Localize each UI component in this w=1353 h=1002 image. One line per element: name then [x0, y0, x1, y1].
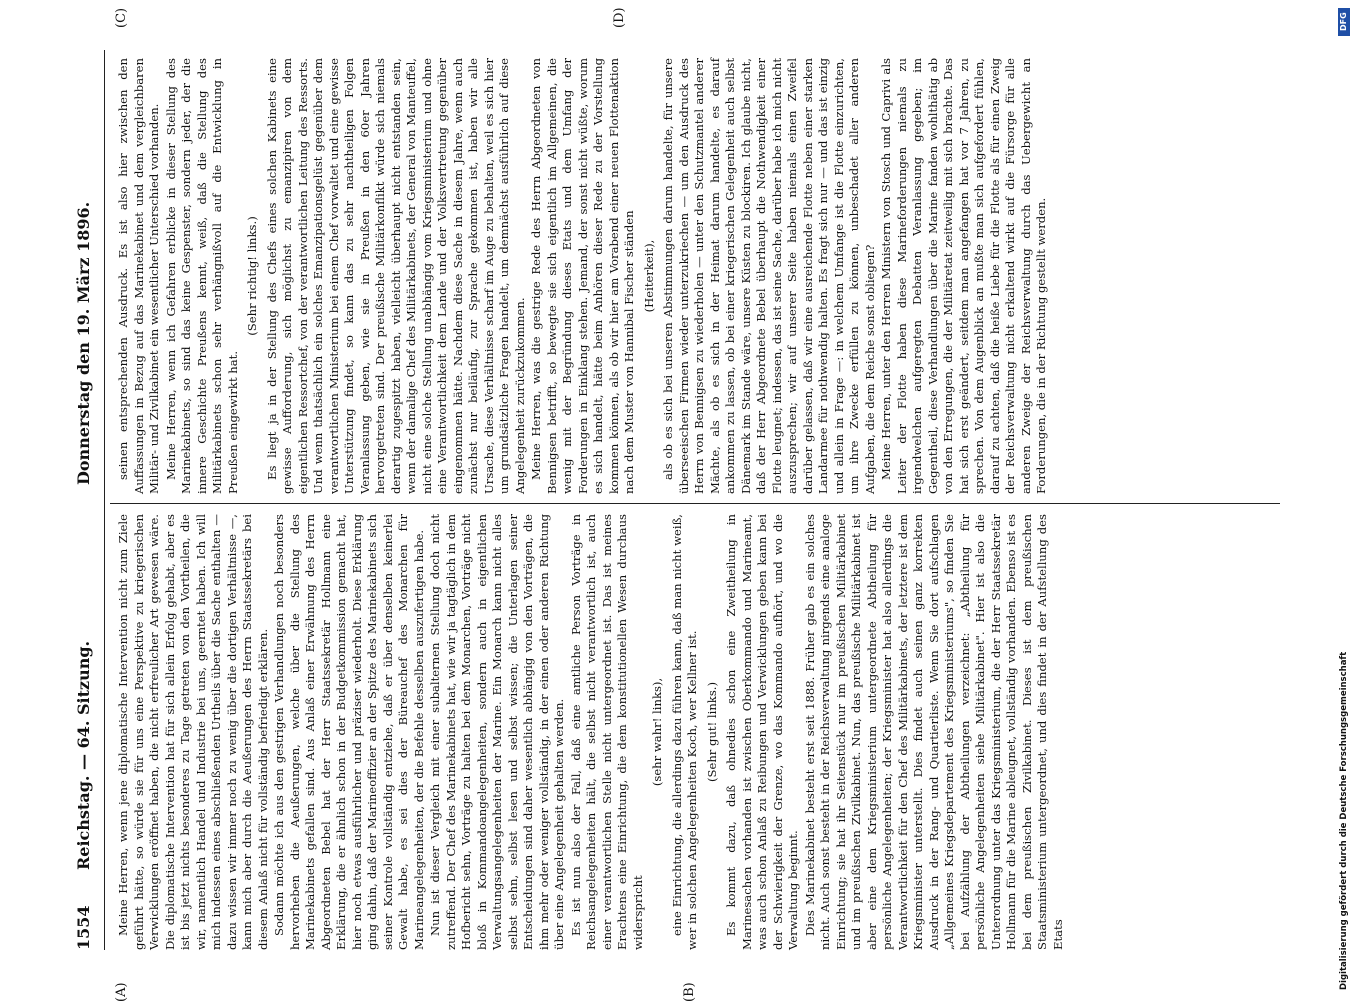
paragraph: Meine Herren, unter den Herren Ministern von Stosch und Caprivi als Leiter der Flotte haben diese Marineforderungen niemals zu irgendwelchen aufgeregten Debatten Veranlassung gegeben; im Gegentheil, diese Verhandlungen über die Marine fanden wohlthätig ab von den Erregungen, die der Militäretat zeitweilig mit sich brachte. Das hat sich erst geändert, seitdem man angefangen hat vor 7 Jahren, zu sprechen. Von dem Augenblick an mußte man sich aufgefordert fühlen, darauf zu achten, daß die heiße Liebe für die Flotte als für einen Zweig der Reichsverwaltung nicht erkaltend wirkt auf die Fürsorge für alle anderen Zweige der Reichsverwaltung durch das Uebergewicht an Forderungen, die in der Richtung gestellt werden.: [878, 58, 1048, 494]
margin-marker-a: (A): [113, 982, 129, 1002]
left-column: [116, 514, 1067, 950]
paragraph: Meine Herren, wenn ich Gefahren erblicke in dieser Stellung des Marinekabinets, so sind das keine Gespenster, sondern jeder, der die innere Geschichte Preußens kennt, weiß, daß die Stellung des Militärkabinets schon sehr verhängnißvoll auf die Entwicklung in Preußen eingewirkt hat.: [163, 58, 239, 494]
page-header: [74, 50, 104, 950]
paragraph: Dies Marinekabinet besteht erst seit 1888. Früher gab es ein solches nicht. Auch sonst besteht in der Reichsverwaltung nirgends eine analoge Einrichtung; sie hat ihr Seitenstück nur im preußischen Militärkabinet und im preußischen Zivilkabinet. Nun, das preußische Militärkabinet ist aber eine dem Kriegsministerium untergeordnete Abtheilung für persönliche Angelegenheiten; der Kriegsminister hat also allerdings die Verantwortlichkeit für den Chef des Militärkabinets, der letztere ist dem Kriegsminister unterstellt. Dies findet auch seinen ganz korrekten Ausdruck in der Rang- und Quartierliste. Wenn Sie dort aufschlagen „Allgemeines Kriegsdepartement des Kriegsministeriums", so finden Sie bei Aufzählung der Abtheilungen verzeichnet: „Abtheilung für persönliche Angelegenheiten siehe Militärkabinet". Hier ist also die Unterordnung unter das Kriegsministerium, die der Herr Staatssekretär Hollmann für die Marine ableugnet, vollständig vorhanden. Ebenso ist es bei dem preußischen Zivilkabinet. Dieses ist dem preußischen Staatsministerium untergeordnet, und dies findet in der Aufstellung des Etats: [802, 514, 1064, 950]
column-divider: [110, 503, 1280, 504]
paragraph: Meine Herren, was die gestrige Rede des Herrn Abgeordneten von Bennigsen betrifft, so bewegte sie sich eigentlich im Allgemeinen, die wenig mit der Begründung dieses Etats und dem Umfang der Forderungen in Einklang stehen. Jemand, der sonst nicht wüßte, worum es sich handelt, hätte beim Anhören dieser Rede zu der Vorstellung kommen können, als ob wir hier am Vorabend einer neuen Flottenaktion nach dem Muster von Hannibal Fischer ständen: [528, 58, 636, 494]
paragraph: Es liegt ja in der Stellung des Chefs eines solchen Kabinets eine gewisse Aufforderung, sich möglichst zu emanzipiren von dem eigentlichen Ressortchef, von der verantwortlichen Leitung des Ressorts. Und wenn thatsächlich ein solches Emanzipationsgelüst gegenüber dem verantwortlichen Ministerium bei einem Chef vorwaltet und eine gewisse Unterstützung findet, so kann das zu sehr nachtheiligen Folgen Veranlassung geben, wie sie in Preußen in den 60er Jahren hervorgetreten sind. Der preußische Militärkonflikt würde sich niemals derartig zugespitzt haben, vielleicht überhaupt nicht entstanden sein, wenn der damalige Chef des Militärkabinets, der General von Manteuffel, nicht eine solche Stellung unabhängig vom Kriegsministerium und ohne eine Verantwortlichkeit dem Lande und der Volksvertretung gegenüber eingenommen hätte. Nachdem diese Sache in diesem Jahre, wenn auch zunächst nur beiläufig, zur Sprache gekommen ist, haben wir alle Ursache, diese Verhältnisse scharf im Auge zu behalten, weil es sich hier um grundsätzliche Fragen handelt, um demnächst ausführlich auf diese Angelegenheit zurückzukommen.: [264, 58, 526, 494]
paragraph: Meine Herren, wenn jene diplomatische Intervention nicht zum Ziele geführt hätte, so würde sie für uns eine Perspektive zu kriegerischen Verwicklungen eröffnet haben, die nicht erfreulicher Art gewesen wäre. Die diplomatische Intervention hat für sich allein Erfolg gehabt, aber es ist bis jetzt nichts besonderes zu Tage getreten von den Vortheilen, die wir, namentlich Handel und Industrie bei uns, geerntet haben. Ich will mich indessen eines abschließenden Urtheils über die Sache enthalten — dazu wissen wir immer noch zu wenig über die dortigen Verhältnisse —, kann mich aber durch die Aeußerungen des Herrn Staatssekretärs bei diesem Anlaß nicht für vollständig befriedigt erklären.: [115, 514, 269, 950]
interjection: (sehr wahr! links),: [649, 677, 664, 787]
paragraph: eine Einrichtung, die allerdings dazu führen kann, daß man nicht weiß, wer in solchen Angelegenheiten Koch, wer Kellner ist.: [669, 514, 699, 950]
paragraph: Es ist nun also der Fall, daß eine amtliche Person Vorträge in Reichsangelegenheiten hält, die selbst nicht verantwortlich ist, auch einer verantwortlichen Stelle nicht untergeordnet ist. Das ist meines Erachtens eine Einrichtung, die dem konstitutionellen Wesen durchaus widerspricht: [568, 514, 644, 950]
margin-marker-c: (C): [113, 7, 129, 28]
interjection: (Sehr richtig! links.): [244, 216, 259, 336]
page-number: 1554: [73, 905, 93, 950]
digitization-credit: Digitalisierung gefördert durch die Deutsche Forschungsgemeinschaft: [1339, 651, 1349, 990]
right-column: [116, 58, 1051, 494]
dfg-logo: DFG: [1338, 8, 1350, 36]
interjection: (Heiterkeit),: [641, 239, 655, 313]
margin-marker-b: (B): [681, 982, 697, 1002]
paragraph: Es kommt dazu, daß ohnedies schon eine Zweitheilung in Marinesachen vorhanden ist zwischen Oberkommando und Marineamt, was auch schon Anlaß zu Reibungen und Verwicklungen geben kann bei der Schwierigkeit der Grenze, wo das Kommando aufhört, und wo die Verwaltung beginnt.: [723, 514, 800, 950]
paragraph: Sodann möchte ich aus den gestrigen Verhandlungen noch besonders hervorheben die Aeußerungen, welche über die Stellung des Marinekabinets gefallen sind. Aus Anlaß einer Erwähnung des Herrn Abgeordneten Bebel hat der Herr Staatssekretär Hollmann eine Erklärung, die er ähnlich schon in der Budgetkommission gemacht hat, hier noch etwas ausführlicher und präziser wiederholt. Diese Erklärung ging dahin, daß der Marineoffizier an der Spitze des Marinekabinets sich seiner Kontrole vollständig entziehe, daß er über denselben keinerlei Gewalt habe, es sei dies der Büreauchef des Monarchen für Marineangelegenheiten, der die Befehle desselben auszufertigen habe.: [271, 514, 425, 950]
header-rule: [104, 50, 105, 950]
rotated-page: [52, 7, 1302, 1002]
paragraph: seinen entsprechenden Ausdruck. Es ist also hier zwischen den Auffassungen in Bezug auf das Marinekabinet und dem vergleichbaren Militär- und Zivilkabinet ein wesentlicher Unterschied vorhanden.: [115, 58, 161, 494]
session-title: Reichstag. — 64. Sitzung.: [73, 640, 93, 870]
interjection: (Sehr gut! links.): [704, 682, 718, 782]
session-date: Donnerstag den 19. März 1896.: [73, 201, 93, 485]
paragraph: als ob es sich bei unseren Abstimmungen darum handelte, für unsere überseeischen Firmen wieder unterzukriechen — um den Ausdruck des Herrn von Bennigsen zu wiederholen — unter den Schutzmantel anderer Mächte, als ob es sich in der Heimat darum handelte, es darauf ankommen zu lassen, ob bei einer kriegerischen Gelegenheit auch selbst Dänemark im Stande wäre, unsere Küsten zu blockiren. Ich glaube nicht, daß der Herr Abgeordnete Bebel überhaupt die Nothwendigkeit einer Flotte leugnet; indessen, das ist seine Sache, darüber habe ich mich nicht auszusprechen; wir auf unserer Seite haben niemals einen Zweifel darüber gelassen, daß wir eine ausreichende Flotte neben einer starken Landarmee für nothwendig halten. Es fragt sich nur — und das ist einzig und allein in Frage —: in welchem Umfange ist die Flotte einzurichten, um ihre Zwecke erfüllen zu können, unbeschadet aller anderen Aufgaben, die dem Reiche sonst obliegen?: [660, 58, 876, 494]
paragraph: Nun ist dieser Vergleich mit einer subalternen Stellung doch nicht zutreffend. Der Chef des Marinekabinets hat, wie wir ja tagtäglich in dem Hofbericht sehn, Vorträge zu halten bei dem Monarchen, Vorträge nicht bloß in Kommandoangelegenheiten, sondern auch in eigentlichen Verwaltungsangelegenheiten der Marine. Ein Monarch kann nicht alles selbst sehn, selbst lesen und selbst wissen; die Unterlagen seiner Entscheidungen sind daher wesentlich abhängig von den Vorträgen, die ihm mehr oder weniger vollständig, in der einen oder anderen Richtung über eine Angelegenheit gehalten werden.: [427, 514, 566, 950]
margin-marker-d: (D): [611, 7, 627, 28]
